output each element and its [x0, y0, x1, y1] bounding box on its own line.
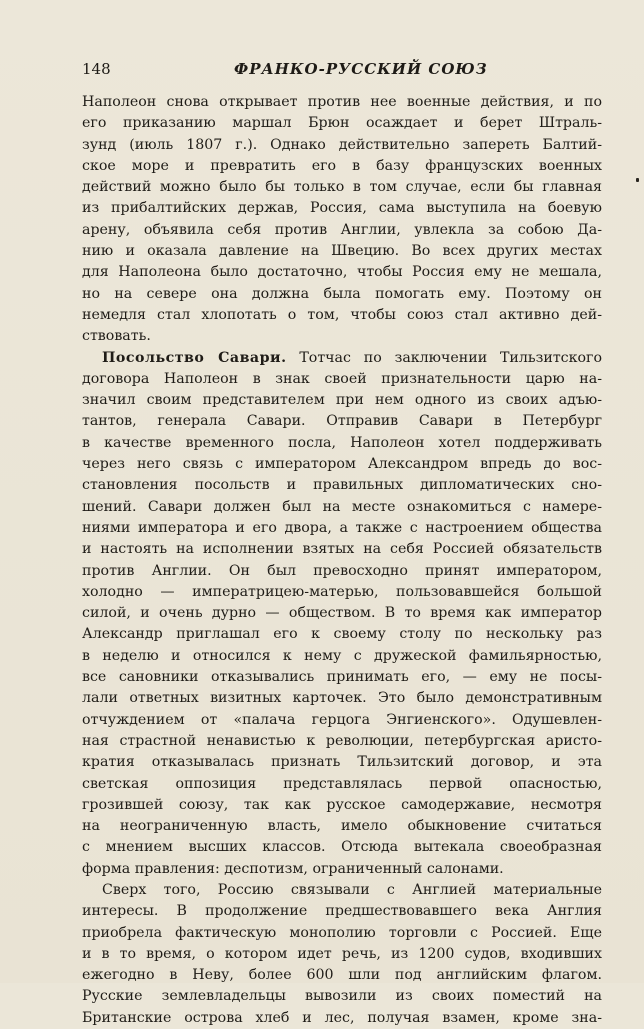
text-line: арену, объявила себя против Англии, увлекла за собою Да-	[82, 221, 602, 238]
text-line: нию и оказала давление на Швецию. Во всех других местах	[82, 243, 602, 260]
paragraph-1	[82, 92, 602, 348]
text-line: ниями императора и его двора, а также с настроением общества	[82, 519, 602, 536]
text-line: с мнением высших классов. Отсюда вытекала своеобразная	[82, 839, 602, 856]
text-line: лали ответных визитных карточек. Это было демонстративным	[82, 690, 602, 707]
text-line: и в то время, о котором идет речь, из 1200 судов, входивших	[82, 945, 602, 962]
text-line: грозившей союзу, так как русское самодержавие, несмотря	[82, 796, 602, 813]
text-line: ежегодно в Неву, более 600 шли под английским флагом.	[82, 967, 602, 984]
text-line: ная страстной ненавистью к революции, петербургская аристо-	[82, 732, 602, 749]
text-line: интересы. В продолжение предшествовавшего века Англия	[82, 903, 602, 920]
text-line: но на севере она должна была помогать ему. Поэтому он	[82, 285, 602, 302]
text-line: действий можно было бы только в том случае, если бы главная	[82, 179, 602, 196]
text-line: Британские острова хлеб и лес, получая взамен, кроме зна-	[82, 1009, 602, 1026]
body-text	[82, 92, 602, 1029]
text-line-with-heading	[82, 348, 602, 369]
text-line: становления посольств и правильных дипломатических сно-	[82, 477, 602, 494]
text-line: Русские землевладельцы вывозили из своих поместий на	[82, 988, 602, 1005]
text-line: Сверх того, Россию связывали с Англией материальные	[102, 881, 602, 898]
text-line: тантов, генерала Савари. Отправив Савари в Петербург	[82, 413, 602, 430]
text-line: его приказанию маршал Брюн осаждает и берет Штраль-	[82, 115, 602, 132]
text-line: значил своим представителем при нем одного из своих адъю-	[82, 392, 602, 409]
text-line: Наполеон снова открывает против нее военные действия, и по	[82, 94, 602, 110]
text-line: кратия отказывалась признать Тильзитский договор, и эта	[82, 754, 602, 771]
text-line: договора Наполеон в знак своей признательности царю на-	[82, 370, 602, 387]
text-line: и настоять на исполнении взятых на себя Россией обязательств	[82, 541, 602, 558]
text-line: зунд (июль 1807 г.). Однако действительно запереть Балтий-	[82, 136, 602, 153]
text-line: отчуждением от «палача герцога Энгиенского». Одушевлен-	[82, 711, 602, 728]
paragraph-2	[82, 348, 602, 880]
text-line: немедля стал хлопотать о том, чтобы союз стал активно дей-	[82, 306, 602, 323]
paragraph-3	[82, 880, 602, 1029]
text-line: в неделю и относился к нему с дружеской фамильярностью,	[82, 647, 602, 664]
text-line: ское море и превратить его в базу французских военных	[82, 157, 602, 174]
text-line: через него связь с императором Александром впредь до вос-	[82, 456, 602, 473]
text-line: Александр приглашал его к своему столу по нескольку раз	[82, 626, 602, 643]
heading-line-rest: Тотчас по заключении Тильзитского	[286, 349, 602, 366]
page-number: 148	[82, 60, 111, 78]
running-title: ФРАНКО-РУССКИЙ СОЮЗ	[234, 60, 488, 78]
text-line: шений. Савари должен был на месте ознакомиться с намере-	[82, 498, 602, 515]
text-line: светская оппозиция представлялась первой опасностью,	[82, 775, 602, 792]
margin-speck	[636, 178, 639, 182]
text-line: силой, и очень дурно — обществом. В то время как император	[82, 605, 602, 622]
page-header	[82, 60, 602, 82]
text-line: для Наполеона было достаточно, чтобы Россия ему не мешала,	[82, 264, 602, 281]
section-heading: Посольство Савари.	[102, 349, 287, 366]
text-line: ствовать.	[82, 328, 151, 345]
text-line: все сановники отказывались принимать его, — ему не посы-	[82, 669, 602, 686]
text-line: форма правления: деспотизм, ограниченный салонами.	[82, 860, 504, 877]
text-line: приобрела фактическую монополию торговли с Россией. Еще	[82, 924, 602, 941]
text-line: на неограниченную власть, имело обыкновение считаться	[82, 818, 602, 835]
text-line: холодно — императрицею-матерью, пользовавшейся большой	[82, 583, 602, 600]
text-line: в качестве временного посла, Наполеон хотел поддерживать	[82, 434, 602, 451]
text-line: из прибалтийских держав, Россия, сама выступила на боевую	[82, 200, 602, 217]
text-line: против Англии. Он был превосходно принят императором,	[82, 562, 602, 579]
